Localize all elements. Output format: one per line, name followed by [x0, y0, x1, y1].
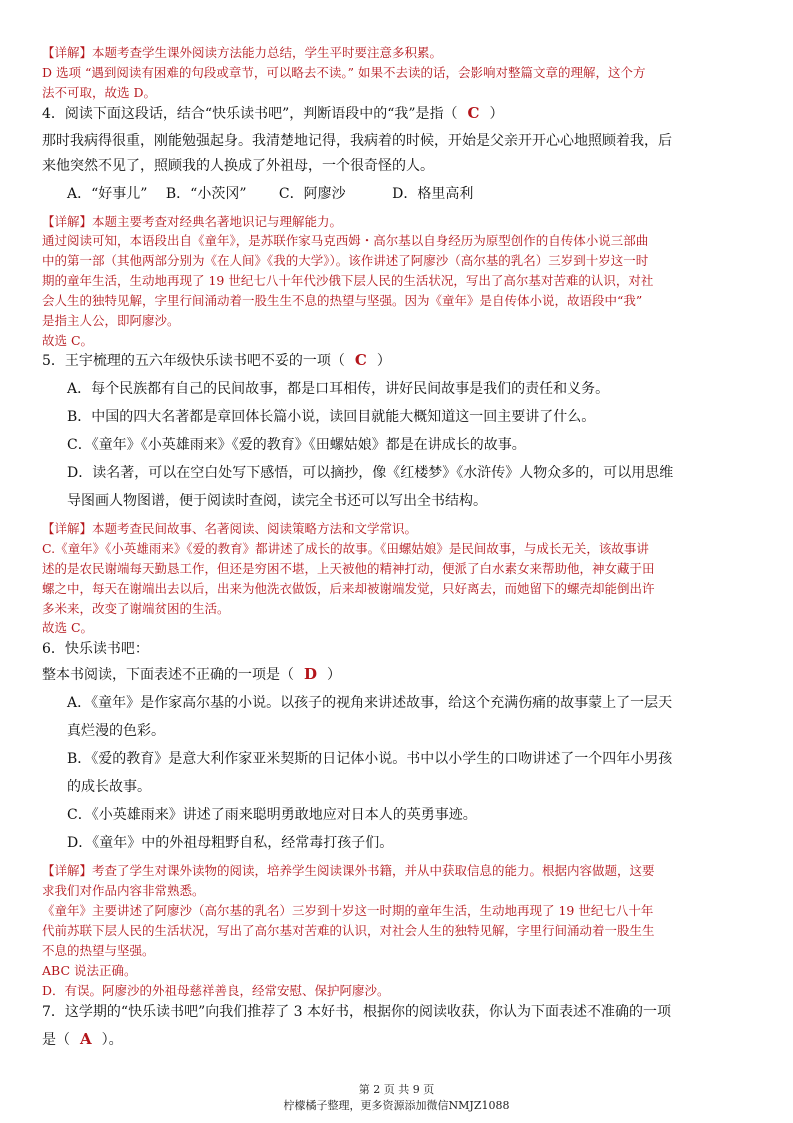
question-line: 真烂漫的色彩。 — [67, 723, 165, 739]
answer-letter: C — [467, 104, 480, 122]
question-line: 6．快乐读书吧： — [42, 641, 149, 657]
explanation-line: 法不可取，故选 D。 — [42, 85, 156, 100]
question-line: 5．王宇梳理的五六年级快乐读书吧不妥的一项（ C ） — [42, 351, 391, 369]
question-line: 的成长故事。 — [67, 779, 151, 795]
explanation-line: 多米来，改变了谢端贫困的生活。 — [42, 601, 230, 616]
question-line: 来他突然不见了，照顾我的人换成了外祖母，一个很奇怪的人。 — [42, 158, 434, 174]
explanation-line: 【详解】考查了学生对课外读物的阅读，培养学生阅读课外书籍，并从中获取信息的能力。根据内容做题，这要 — [42, 863, 655, 878]
explanation-line: D 选项 “遇到阅读有困难的句段或章节，可以略去不读。” 如果不去读的话，会影响对整篇文章的理解，这个方 — [42, 65, 646, 80]
question-line: C．《小英雄雨来》讲述了雨来聪明勇敢地应对日本人的英勇事迹。 — [67, 807, 477, 823]
question-line: A．《童年》是作家高尔基的小说。以孩子的视角来讲述故事，给这个充满伤痛的故事蒙上了一层天 — [67, 695, 673, 711]
explanation-line: 【详解】本题考查学生课外阅读方法能力总结，学生平时要注意多积累。 — [42, 45, 443, 60]
question-line: 导图画人物图谱，便于阅读时查阅，读完全书还可以写出全书结构。 — [67, 493, 487, 509]
explanation-line: 故选 C。 — [42, 333, 94, 348]
question-line: 4．阅读下面这段话，结合“快乐读书吧”，判断语段中的“我”是指（ C ） — [42, 104, 504, 122]
question-line: 7．这学期的“快乐读书吧”向我们推荐了 3 本好书，根据你的阅读收获，你认为下面表述不准确的一项 — [42, 1004, 672, 1020]
question-line: C．《童年》《小英雄雨来》《爱的教育》《田螺姑娘》都是在讲成长的故事。 — [67, 437, 526, 453]
explanation-line: 期的童年生活，生动地再现了 19 世纪七八十年代沙俄下层人民的生活状况，写出了高尔基对苦难的认识，对社 — [42, 273, 654, 288]
footer-note: 柠檬橘子整理，更多资源添加微信NMJZ1088 — [283, 1099, 510, 1112]
question-line: 那时我病得很重，刚能勉强起身。我清楚地记得，我病着的时候，开始是父亲开开心心地照顾着我，后 — [42, 133, 672, 149]
explanation-line: 故选 C。 — [42, 620, 94, 635]
explanation-line: 不息的热望与坚强。 — [42, 943, 155, 958]
explanation-line: 【详解】本题考查民间故事、名著阅读、阅读策略方法和文学常识。 — [42, 521, 418, 536]
question-line: 整本书阅读，下面表述不正确的一项是（ D ） — [42, 665, 342, 683]
explanation-line: 是指主人公，即阿廖沙。 — [42, 313, 180, 328]
page-number: 第 2 页 共 9 页 — [358, 1083, 435, 1096]
explanation-line: D．有误。阿廖沙的外祖母慈祥善良，经常安慰、保护阿廖沙。 — [42, 983, 390, 998]
question-line: B．中国的四大名著都是章回体长篇小说，读回目就能大概知道这一回主要讲了什么。 — [67, 409, 596, 425]
answer-letter: C — [354, 351, 367, 369]
answer-letter: A — [80, 1030, 92, 1048]
question-line: D．《童年》中的外祖母粗野自私，经常毒打孩子们。 — [67, 835, 394, 851]
explanation-line: 通过阅读可知，本语段出自《童年》，是苏联作家马克西姆・高尔基以自身经历为原型创作的自传体小说三部曲 — [42, 233, 649, 248]
explanation-line: 代前苏联下层人民的生活状况，写出了高尔基对苦难的认识，对社会人生的独特见解，字里行间涌动着一股生生 — [42, 923, 655, 938]
explanation-line: ABC 说法正确。 — [42, 963, 137, 978]
question-line: A．每个民族都有自己的民间故事，都是口耳相传，讲好民间故事是我们的责任和义务。 — [67, 381, 610, 397]
explanation-line: 求我们对作品内容非常熟悉。 — [42, 883, 205, 898]
explanation-line: 述的是农民谢端每天勤恳工作，但还是穷困不堪，上天被他的精神打动，便派了白水素女来帮助他，神女藏于田 — [42, 561, 655, 576]
explanation-line: C.《童年》《小英雄雨来》《爱的教育》都讲述了成长的故事。《田螺姑娘》是民间故事，与成长无关，该故事讲 — [42, 541, 649, 556]
question-line: B．《爱的教育》是意大利作家亚米契斯的日记体小说。书中以小学生的口吻讲述了一个四年小男孩 — [67, 751, 673, 767]
explanation-line: 【详解】本题主要考查对经典名著地识记与理解能力。 — [42, 214, 343, 229]
question-line: 是（ A ）。 — [42, 1030, 123, 1048]
explanation-line: 螺之中，每天在谢端出去以后，出来为他洗衣做饭，后来却被谢端发觉，只好离去，而她留下的螺壳却能倒出许 — [42, 581, 655, 596]
question-line: D．读名著，可以在空白处写下感悟，可以摘抄，像《红楼梦》《水浒传》人物众多的，可以用思维 — [67, 465, 674, 481]
question-line: A．“好事儿” B．“小茨冈” C．阿廖沙 D．格里高利 — [67, 186, 474, 202]
explanation-line: 《童年》主要讲述了阿廖沙（高尔基的乳名）三岁到十岁这一时期的童年生活，生动地再现了 19 世纪七八十年 — [42, 903, 654, 918]
explanation-line: 会人生的独特见解，字里行间涌动着一股生生不息的热望与坚强。因为《童年》是自传体小说，故语段中“我” — [42, 293, 643, 308]
explanation-line: 中的第一部（其他两部分别为《在人间》《我的大学》）。该作讲述了阿廖沙（高尔基的乳名）三岁到十岁这一时 — [42, 253, 649, 268]
answer-letter: D — [304, 665, 318, 683]
